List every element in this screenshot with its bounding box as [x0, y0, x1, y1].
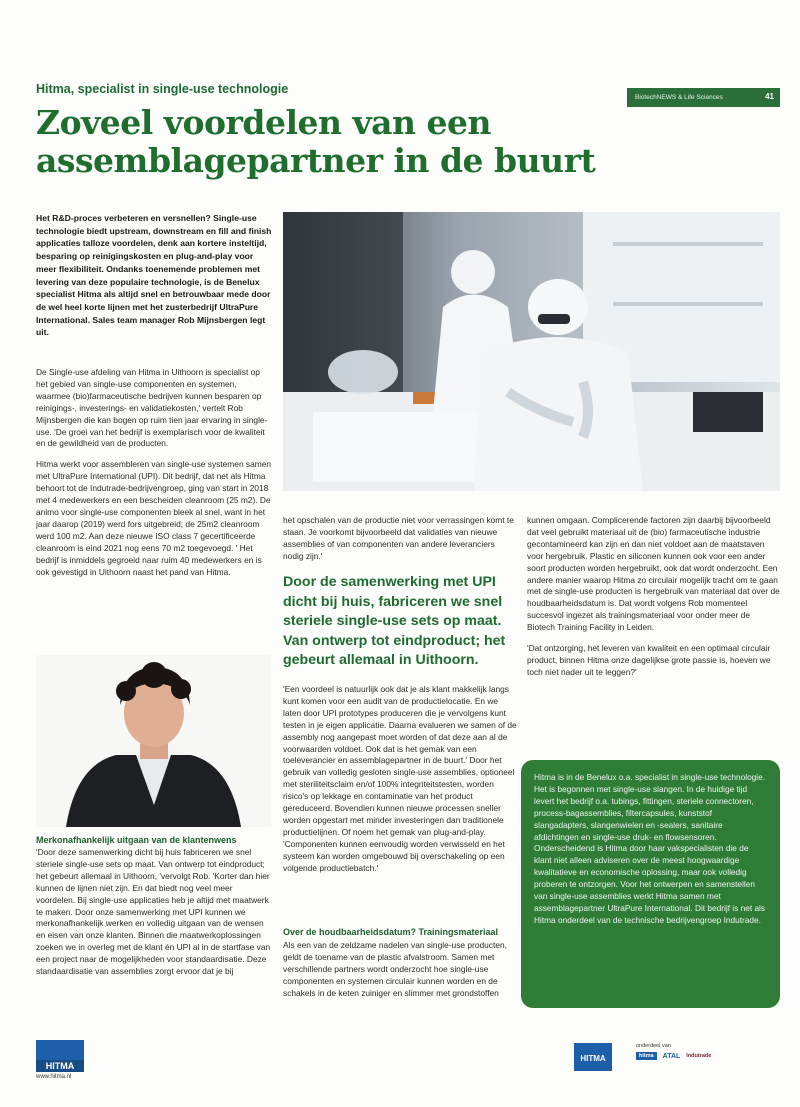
hitma-logo-mark	[36, 1040, 84, 1072]
hitma-logo	[36, 1040, 84, 1080]
section-ribbon	[627, 88, 780, 107]
upi-logo-text: HITMA	[580, 1054, 606, 1063]
column-1-paragraph: Hitma werkt voor assembleren van single-use systemen samen met UltraPure International (UPI). Dit bedrijf, dat net als Hitma behoort tot de Indutrade-bedrijvengroep, ging van start in 2018 met 4 medewerkers en een bescheiden cleanroom (25 m2). De animo voor single-use componenten bleek al snel, want in het jaar daarop (2019) werd fors uitgebreid; de 25m2 cleanroom werd 100 m2. Aan deze nieuwe ISO class 7 gecertificeerde cleanroom is eind 2021 nog eens 70 m2 toegevoegd. ' Het bedrijf is inmiddels gegroeid naar ruim 40 medewerkers en is ook gevestigd in Uithoorn naast het pand van Hitma.	[36, 459, 272, 577]
pull-quote: Door de samenwerking met UPI dicht bij huis, fabriceren we snel steriele single-use sets op maat. Van ontwerp tot eindproduct; het gebeurt allemaal in Uithoorn.	[283, 574, 506, 668]
lab-photo	[283, 212, 780, 491]
subheading-1: Merkonafhankelijk uitgaan van de klantenwens	[36, 835, 237, 845]
info-box: Hitma is in de Benelux o.a. specialist in single-use technologie. Het is begonnen met single-use slangen. In de huidige tijd levert het bedrijf o.a. tubings, fittingen, steriele connectoren, process-bagassemblies, filtercapsules, kunststof slangadapters, slangenwielen en -sealers, sanitaire afdichtingen en single-use druk- en flowsensoren. Onderscheidend is Hitma door haar vakspecialisten die de klant niet alleen adviseren over de meest hoogwaardige kwalitatieve en economische oplossing, maar ook volledig proberen te ontzorgen. Voor het ontwerpen en samenstellen van single-use assemblies werkt Hitma samen met assemblagepartner UltraPure International. Dit bedrijf is net als Hitma onderdeel van de technische bedrijvengroep Indutrade.	[521, 760, 780, 1008]
ribbon-text: BiotechNEWS & Life Sciences	[635, 94, 723, 101]
column-3	[527, 515, 780, 688]
partner-logo-indutrade: Indutrade	[686, 1053, 712, 1059]
lab-photo-illustration	[283, 212, 780, 491]
article-lead: Het R&D-proces verbeteren en versnellen? Single-use technologie biedt upstream, downstream en fill and finish applicaties talloze voordelen, denk aan kortere insteltijd, besparing op reinigingskosten en plug-and-play voor meer flexibiliteit. Ondanks toenemende problemen met levering van deze populaire technologie, is de Benelux specialist Hitma als altijd snel en betrouwbaar mede door de wel heel korte lijnen met het zusterbedrijf UltraPure International. Sales team manager Rob Mijnsbergen legt uit.	[36, 213, 272, 338]
column-2-bottom: Als een van de zeldzame nadelen van single-use producten, geldt de toename van de plastic afvalstroom. Samen met verschillende partners wordt onderzocht hoe single-use componenten en systemen circulair kunnen worden en de schakels in de keten zuiniger en slimmer met grondstoffen	[283, 940, 507, 998]
hitma-logo-text: HITMA	[45, 1061, 75, 1071]
column-1-bottom: 'Door deze samenwerking dicht bij huis fabriceren we snel steriele single-use sets op maat. Van ontwerp tot eindproduct; het gebeurt allemaal in Uithoorn, 'vervolgt Rob. 'Korter dan hier kunnen de lijnen niet zijn. En dat biedt nog veel meer voordelen. Bij single-use applicaties heb je altijd met maatwerk te maken. Door onze samenwerking met UPI kunnen we merkonafhankelijk werken en volledig uitgaan van de wensen en eisen van onze klanten. Binnen die maatwerkoplossingen zoeken we in overleg met de klant én UPI al in de startfase van een project naar de mogelijkheden voor standaardisatie. Deze standaardisatie van assemblies zorgt ervoor dat je bij	[36, 847, 271, 977]
partner-logo-atal: ATAL	[662, 1052, 681, 1060]
partner-caption: onderdeel van	[636, 1043, 671, 1049]
portrait-illustration	[36, 655, 271, 827]
subheading-2: Over de houdbaarheidsdatum? Trainingsmateriaal	[283, 927, 499, 937]
column-3-paragraph: kunnen omgaan. Complicerende factoren zijn daarbij bijvoorbeeld dat veel gebruikt materiaal uit de (bio) farmaceutische industrie gecontamineerd kan zijn en dan niet voldoet aan de maatstaven voor hergebruik. Plastic en siliconen kunnen ook voor een ander soort producten worden hergebruikt, ook dat wordt onderzocht. Een andere manier waarop Hitma zo circulair mogelijk tracht om te gaan met de single-use producten is hergebruik van materiaal dat over de houdbaarheidsdatum is. Dat wordt volgens Rob momenteel succesvol ingezet als trainingsmateriaal voor onder meer de Biotech Training Facility in Leiden.	[527, 515, 780, 633]
portrait-photo	[36, 655, 271, 827]
partner-logo-hitma: hitma	[636, 1052, 657, 1060]
column-2-body: 'Een voordeel is natuurlijk ook dat je als klant makkelijk langs kunt komen voor een audit van de productielocatie. En we laten door UPI prototypes produceren die je vervolgens kunt testen in je eigen applicatie. Daarna evalueren we samen of de assembly nog aangepast moet worden of dat deze aan al de voorwaarden voldoet. Ook dat is het gemak van een toeleverancier en assemblagepartner in de buurt.' Door het gebruik van volledig gesloten single-use assemblies, optioneel met steriliteitsclaim en/of 100% integriteitstesten, worden risico's op lekkage en contaminatie van het product gereduceerd. Bovendien kunnen nieuwe processen sneller worden opgestart met minder investeringen dan traditionele productielijnen. Of noem het gemak van plug-and-play. 'Componenten kunnen eenvoudig worden verwisseld en het systeem kan worden omgebouwd bij overschakeling op een volgende productiebatch.'	[283, 684, 517, 873]
column-3-paragraph: 'Dat ontzorging, het leveren van kwaliteit en een optimaal circulair product, binnen Hitma onze dagelijkse grote passie is, hoeven we toch niet nader uit te leggen?'	[527, 643, 771, 677]
upi-logo	[574, 1043, 612, 1071]
page-number: 41	[765, 92, 774, 101]
article-title: Zoveel voordelen van een assemblagepartner in de buurt	[36, 103, 596, 180]
column-1-paragraph: De Single-use afdeling van Hitma in Uithoorn is specialist op het gebied van single-use componenten en systemen, waarmee (bio)farmaceutische bedrijven kunnen besparen op reinigings-, investerings- en validatiekosten,' vertelt Rob Mijnsbergen die kan bogen op ruim tien jaar ervaring in single-use. 'De groei van het bedrijf is exemplarisch voor de kwaliteit en de gewildheid van de producten.	[36, 367, 268, 449]
partner-logos	[636, 1043, 776, 1077]
column-1	[36, 367, 272, 587]
website-url: www.hitma.nl	[36, 1074, 72, 1080]
article-kicker: Hitma, specialist in single-use technologie	[36, 82, 289, 96]
column-2-top: het opschalen van de productie niet voor verrassingen komt te staan. Je voorkomt bijvoorbeeld dat validaties van nieuwe assemblies of van componenten van andere leveranciers nodig zijn.'	[283, 515, 514, 561]
